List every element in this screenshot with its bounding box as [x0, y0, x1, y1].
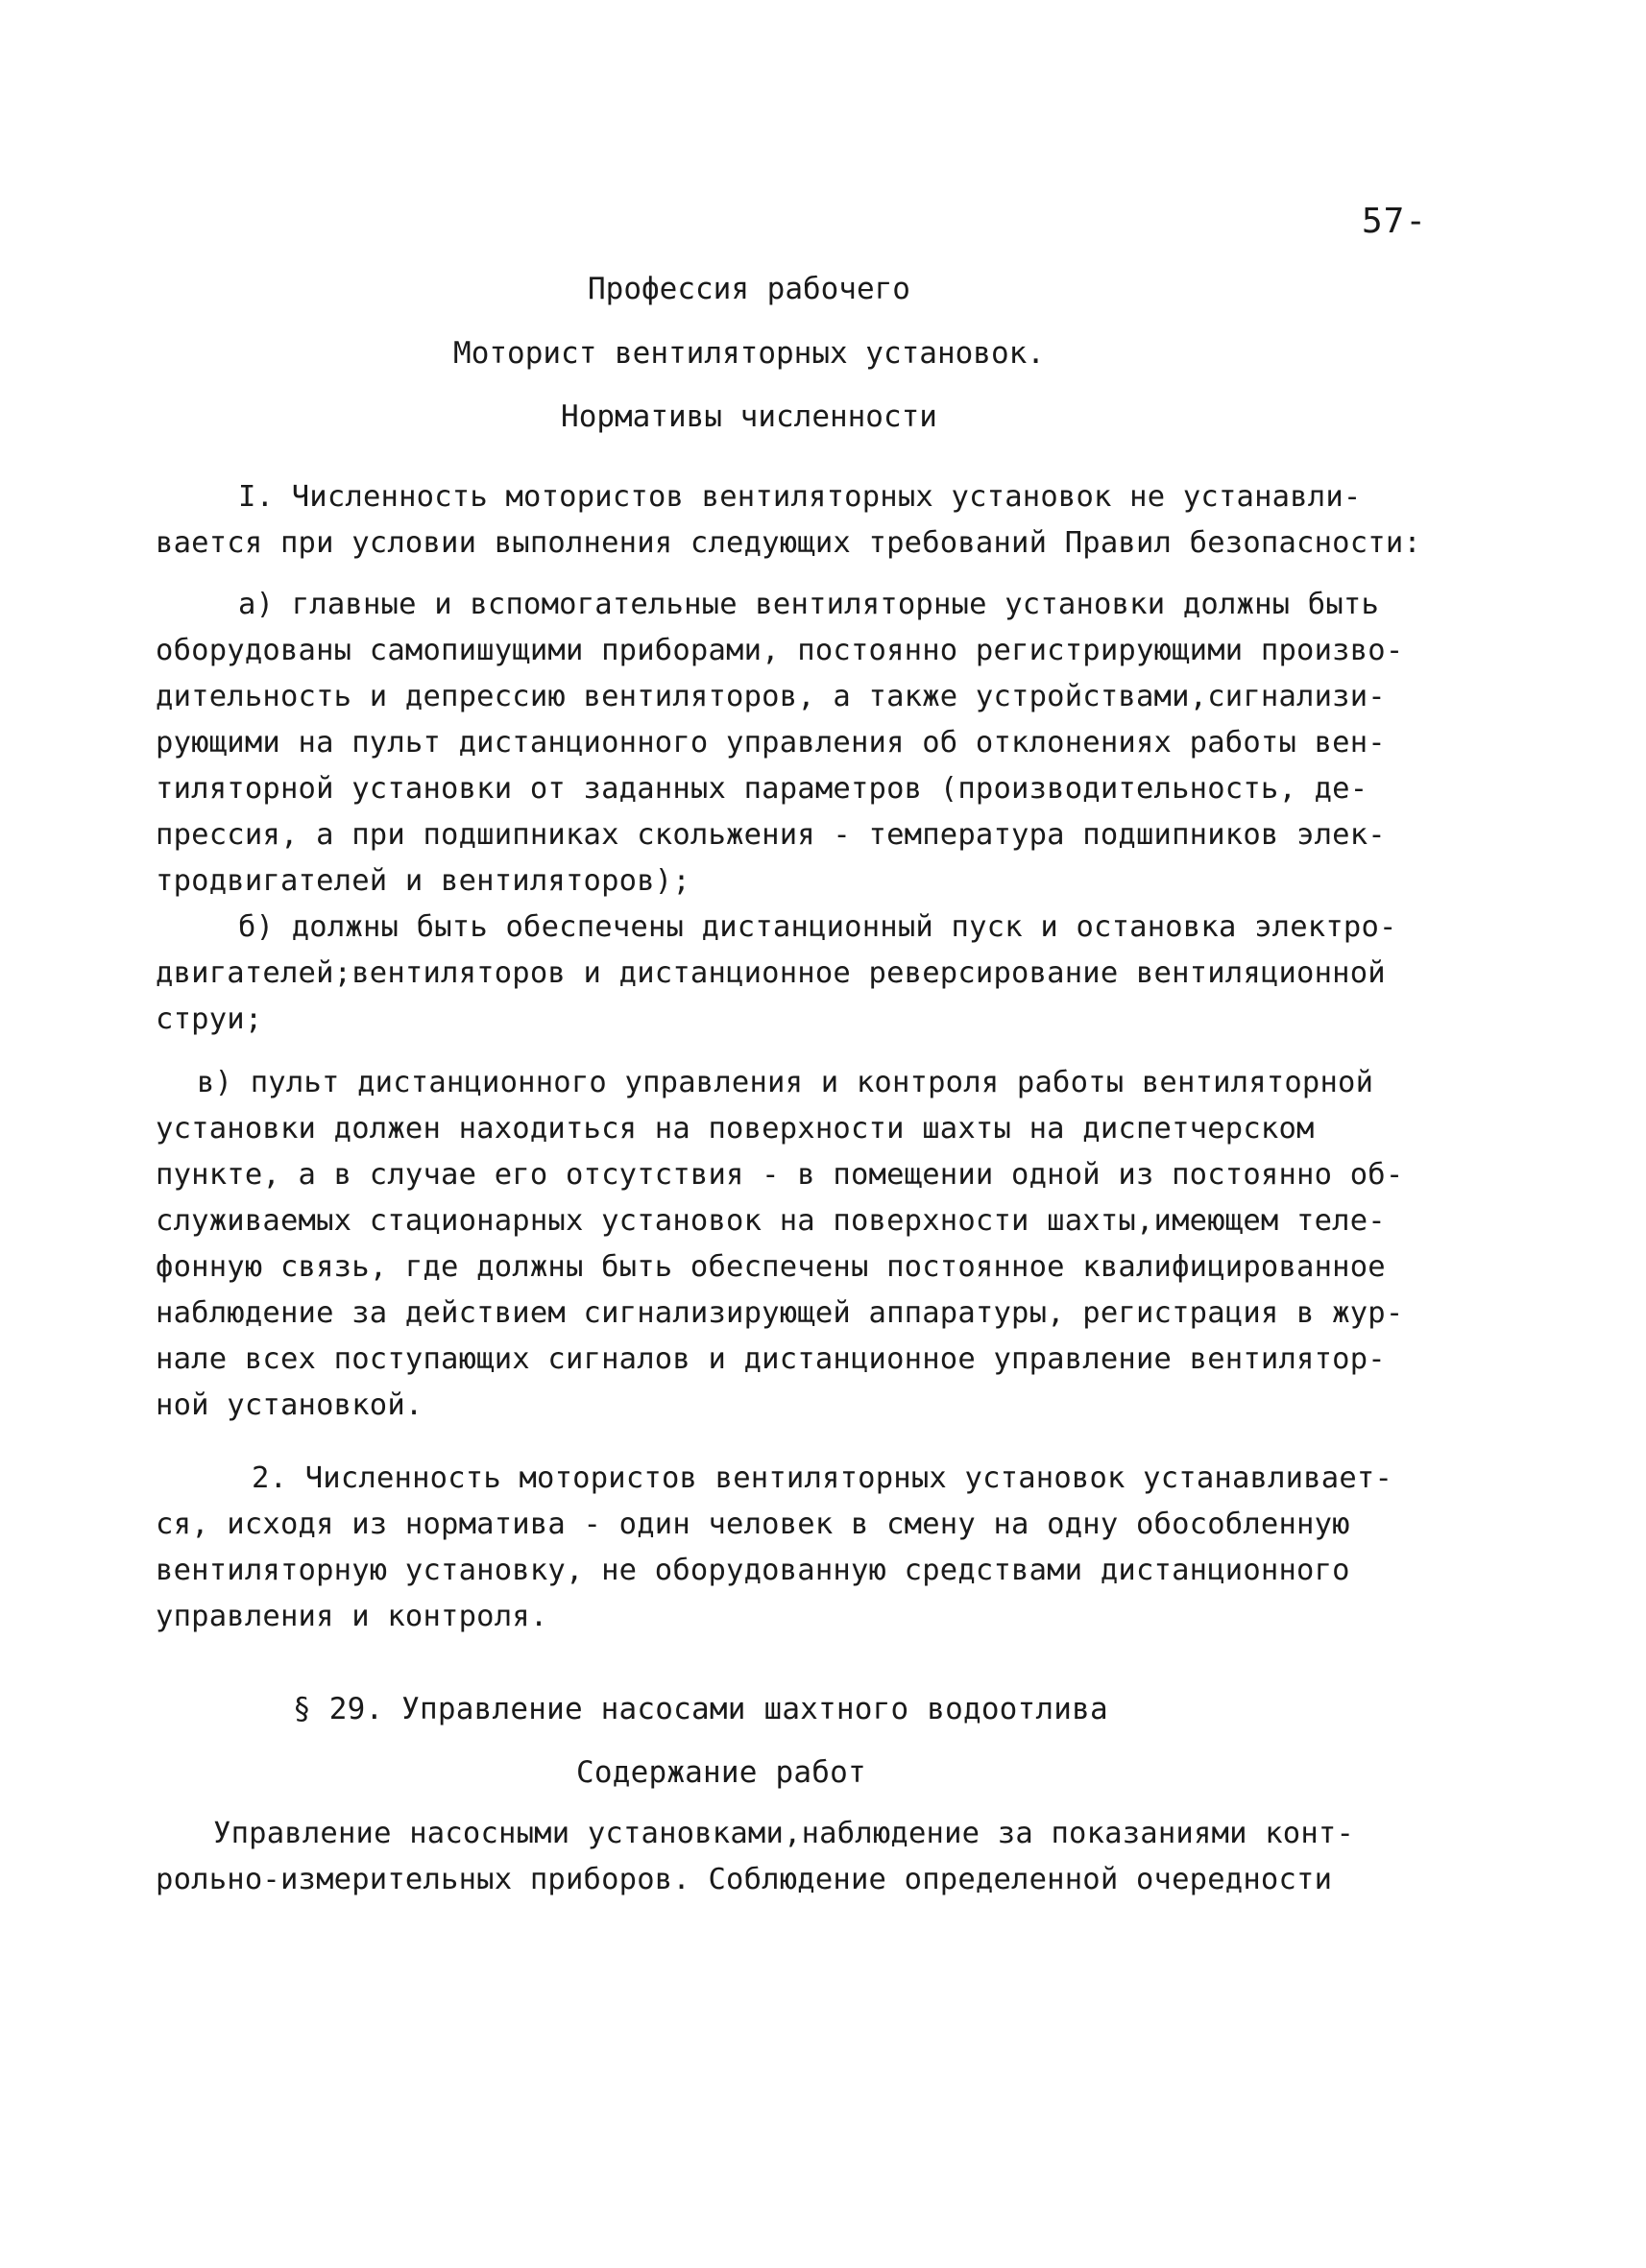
- profession-heading: Профессия рабочего: [588, 272, 910, 306]
- item-v-line-7: нале всех поступающих сигналов и дистанционное управление вентилятор-: [156, 1342, 1386, 1376]
- item-v-line-4: служиваемых стационарных установок на поверхности шахты,имеющем теле-: [156, 1204, 1386, 1238]
- item-a-line-1: а) главные и вспомогательные вентиляторные установки должны быть: [238, 588, 1380, 621]
- item-v-line-6: наблюдение за действием сигнализирующей аппаратуры, регистрация в жур-: [156, 1296, 1404, 1330]
- section-subtitle: Содержание работ: [576, 1755, 866, 1790]
- para2-line-4: управления и контроля.: [156, 1600, 548, 1633]
- item-v-line-2: установки должен находиться на поверхности шахты на диспетчерском: [156, 1112, 1315, 1146]
- item-v-line-1: в) пульт дистанционного управления и контроля работы вентиляторной: [197, 1066, 1374, 1099]
- section-title: § 29. Управление насосами шахтного водоотлива: [293, 1692, 1108, 1726]
- para1-line-1: I. Численность мотористов вентиляторных установок не устанавли-: [238, 480, 1362, 514]
- item-a-line-7: тродвигателей и вентиляторов);: [156, 864, 690, 898]
- item-v-line-8: ной установкой.: [156, 1388, 424, 1422]
- para3-line-1: Управление насосными установками,наблюдение за показаниями конт-: [213, 1817, 1355, 1850]
- item-a-line-2: оборудованы самопишущими приборами, постоянно регистрирующими произво-: [156, 634, 1404, 667]
- item-v-line-3: пункте, а в случае его отсутствия - в помещении одной из постоянно об-: [156, 1158, 1404, 1192]
- norms-heading: Нормативы численности: [561, 399, 937, 434]
- para2-line-2: ся, исходя из норматива - один человек в смену на одну обособленную: [156, 1508, 1350, 1541]
- item-a-line-6: прессия, а при подшипниках скольжения - температура подшипников элек-: [156, 818, 1386, 852]
- para2-line-3: вентиляторную установку, не оборудованную средствами дистанционного: [156, 1554, 1350, 1587]
- page-number: 57-: [1362, 202, 1428, 241]
- item-b-line-2: двигателей;вентиляторов и дистанционное реверсирование вентиляционной: [156, 956, 1386, 990]
- para2-line-1: 2. Численность мотористов вентиляторных установок устанавливает-: [252, 1461, 1393, 1495]
- item-a-line-5: тиляторной установки от заданных параметров (производительность, де-: [156, 772, 1368, 806]
- para1-line-2: вается при условии выполнения следующих требований Правил безопасности:: [156, 526, 1421, 560]
- profession-title: Моторист вентиляторных установок.: [453, 336, 1045, 371]
- item-b-line-3: струи;: [156, 1002, 263, 1036]
- para3-line-2: рольно-измерительных приборов. Соблюдение определенной очередности: [156, 1863, 1333, 1896]
- item-v-line-5: фонную связь, где должны быть обеспечены постоянное квалифицированное: [156, 1250, 1386, 1284]
- item-b-line-1: б) должны быть обеспечены дистанционный пуск и остановка электро-: [238, 910, 1397, 944]
- item-a-line-4: рующими на пульт дистанционного управления об отклонениях работы вен-: [156, 726, 1386, 760]
- item-a-line-3: дительность и депрессию вентиляторов, а также устройствами,сигнализи-: [156, 680, 1386, 713]
